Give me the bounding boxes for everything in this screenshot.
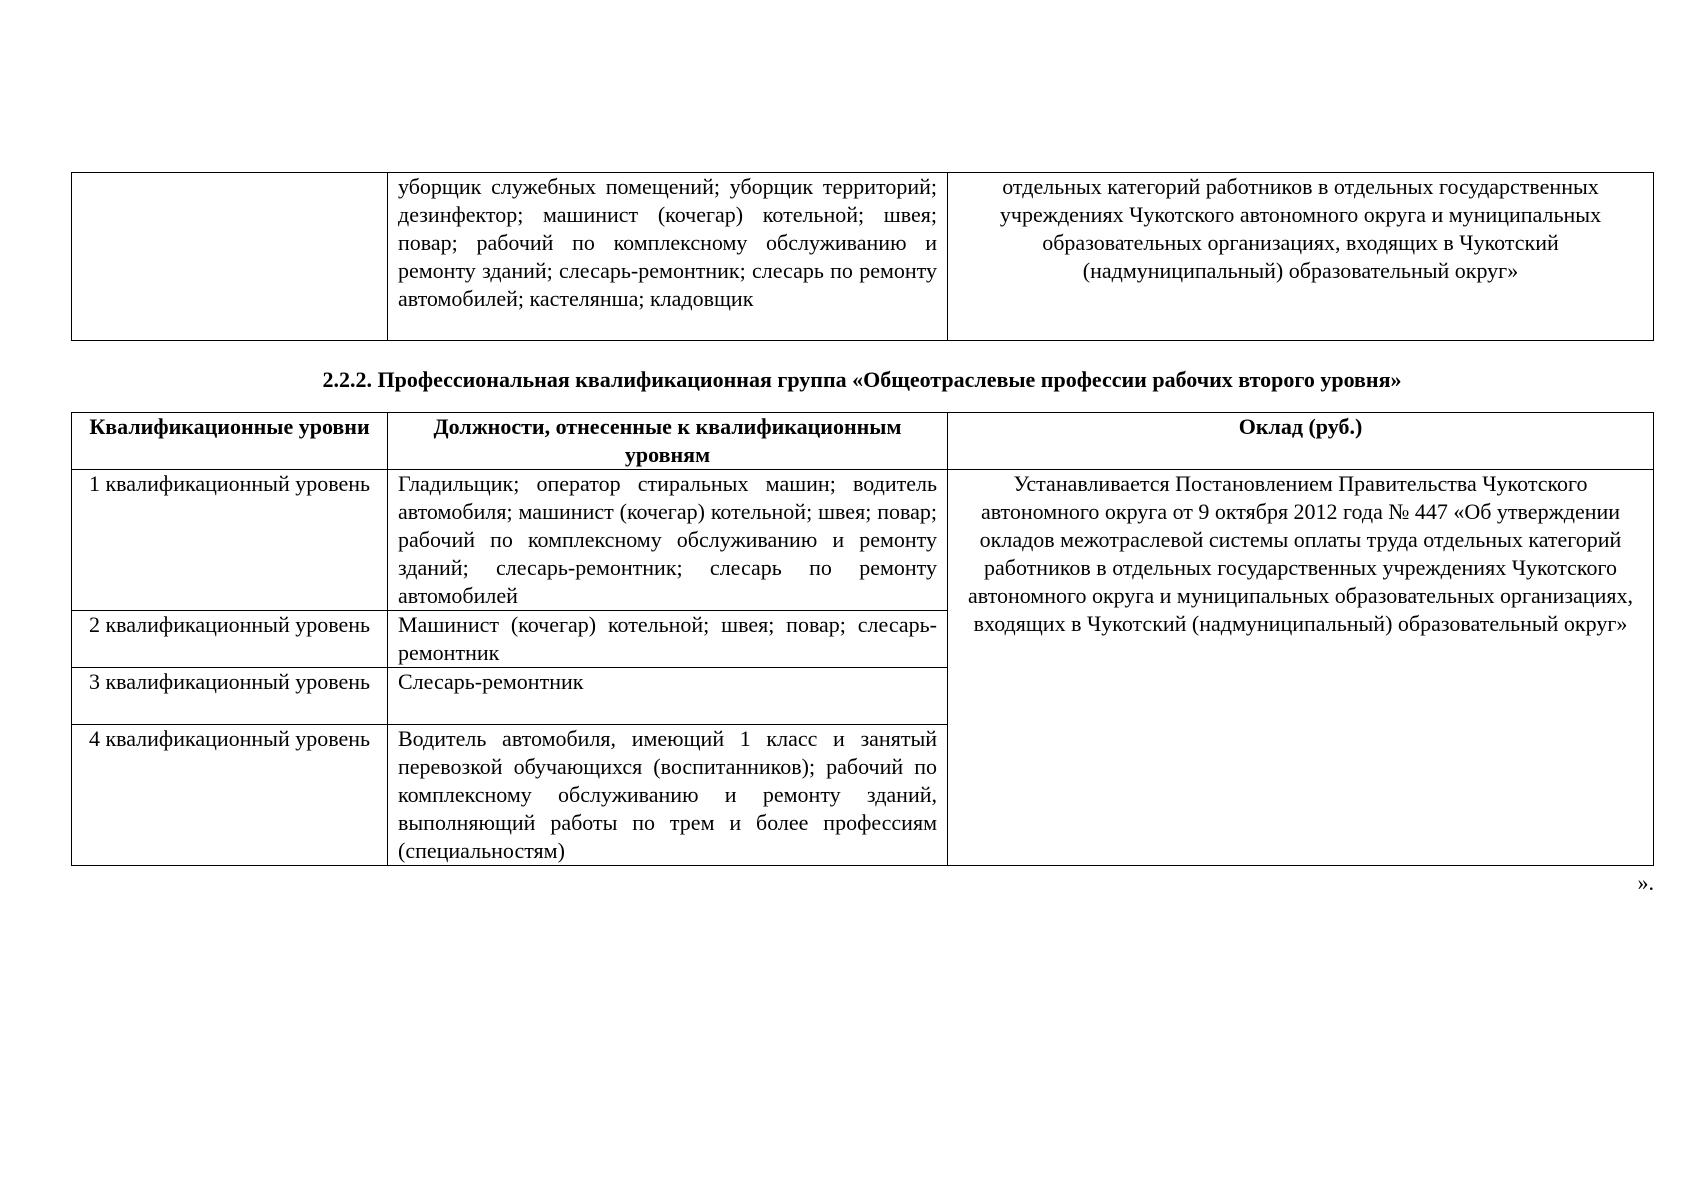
positions-cell: Гладильщик; оператор стиральных машин; водитель автомобиля; машинист (кочегар) котельной; швея; повар; рабочий по комплексному обслуживанию и ремонту зданий; слесарь-ремонтник; слесарь по ремонту автомобилей: [388, 470, 948, 611]
table-header-row: [72, 413, 1654, 470]
level-cell: 1 квалификационный уровень: [72, 470, 388, 611]
level-cell: 2 квалификационный уровень: [72, 611, 388, 668]
level-cell-empty: [72, 173, 388, 341]
salary-cell: отдельных категорий работников в отдельных государственных учреждениях Чукотского автономного округа и муниципальных образовательных организациях, входящих в Чукотский (надмуниципальный) образовательный округ»: [948, 173, 1654, 341]
level-cell: 4 квалификационный уровень: [72, 725, 388, 866]
section-title: 2.2.2. Профессиональная квалификационная группа «Общеотраслевые профессии рабочих второго уровня»: [322, 367, 1402, 392]
positions-cell: Водитель автомобиля, имеющий 1 класс и занятый перевозкой обучающихся (воспитанников); рабочий по комплексному обслуживанию и ремонту зданий, выполняющий работы по трем и более профессиям (специальностям): [388, 725, 948, 866]
positions-cell: Слесарь-ремонтник: [388, 668, 948, 725]
table-row: [72, 470, 1654, 611]
positions-cell: уборщик служебных помещений; уборщик территорий; дезинфектор; машинист (кочегар) котельной; швея; повар; рабочий по комплексному обслуживанию и ремонту зданий; слесарь-ремонтник; слесарь по ремонту автомобилей; кастелянша; кладовщик: [388, 173, 948, 341]
header-salary: Оклад (руб.): [948, 413, 1654, 470]
closing-quote: ».: [1637, 870, 1654, 895]
header-positions: Должности, отнесенные к квалификационным уровням: [388, 413, 948, 470]
positions-cell: Машинист (кочегар) котельной; швея; повар; слесарь-ремонтник: [388, 611, 948, 668]
header-levels: Квалификационные уровни: [72, 413, 388, 470]
continued-table: [71, 172, 1654, 341]
table-row: [72, 173, 1654, 341]
qualification-table: [71, 412, 1654, 866]
salary-cell: Устанавливается Постановлением Правительства Чукотского автономного округа от 9 октября 2012 года № 447 «Об утверждении окладов межотраслевой системы оплаты труда отдельных категорий работников в отдельных государственных учреждениях Чукотского автономного округа и муниципальных образовательных организациях, входящих в Чукотский (надмуниципальный) образовательный округ»: [948, 470, 1654, 866]
level-cell: 3 квалификационный уровень: [72, 668, 388, 725]
